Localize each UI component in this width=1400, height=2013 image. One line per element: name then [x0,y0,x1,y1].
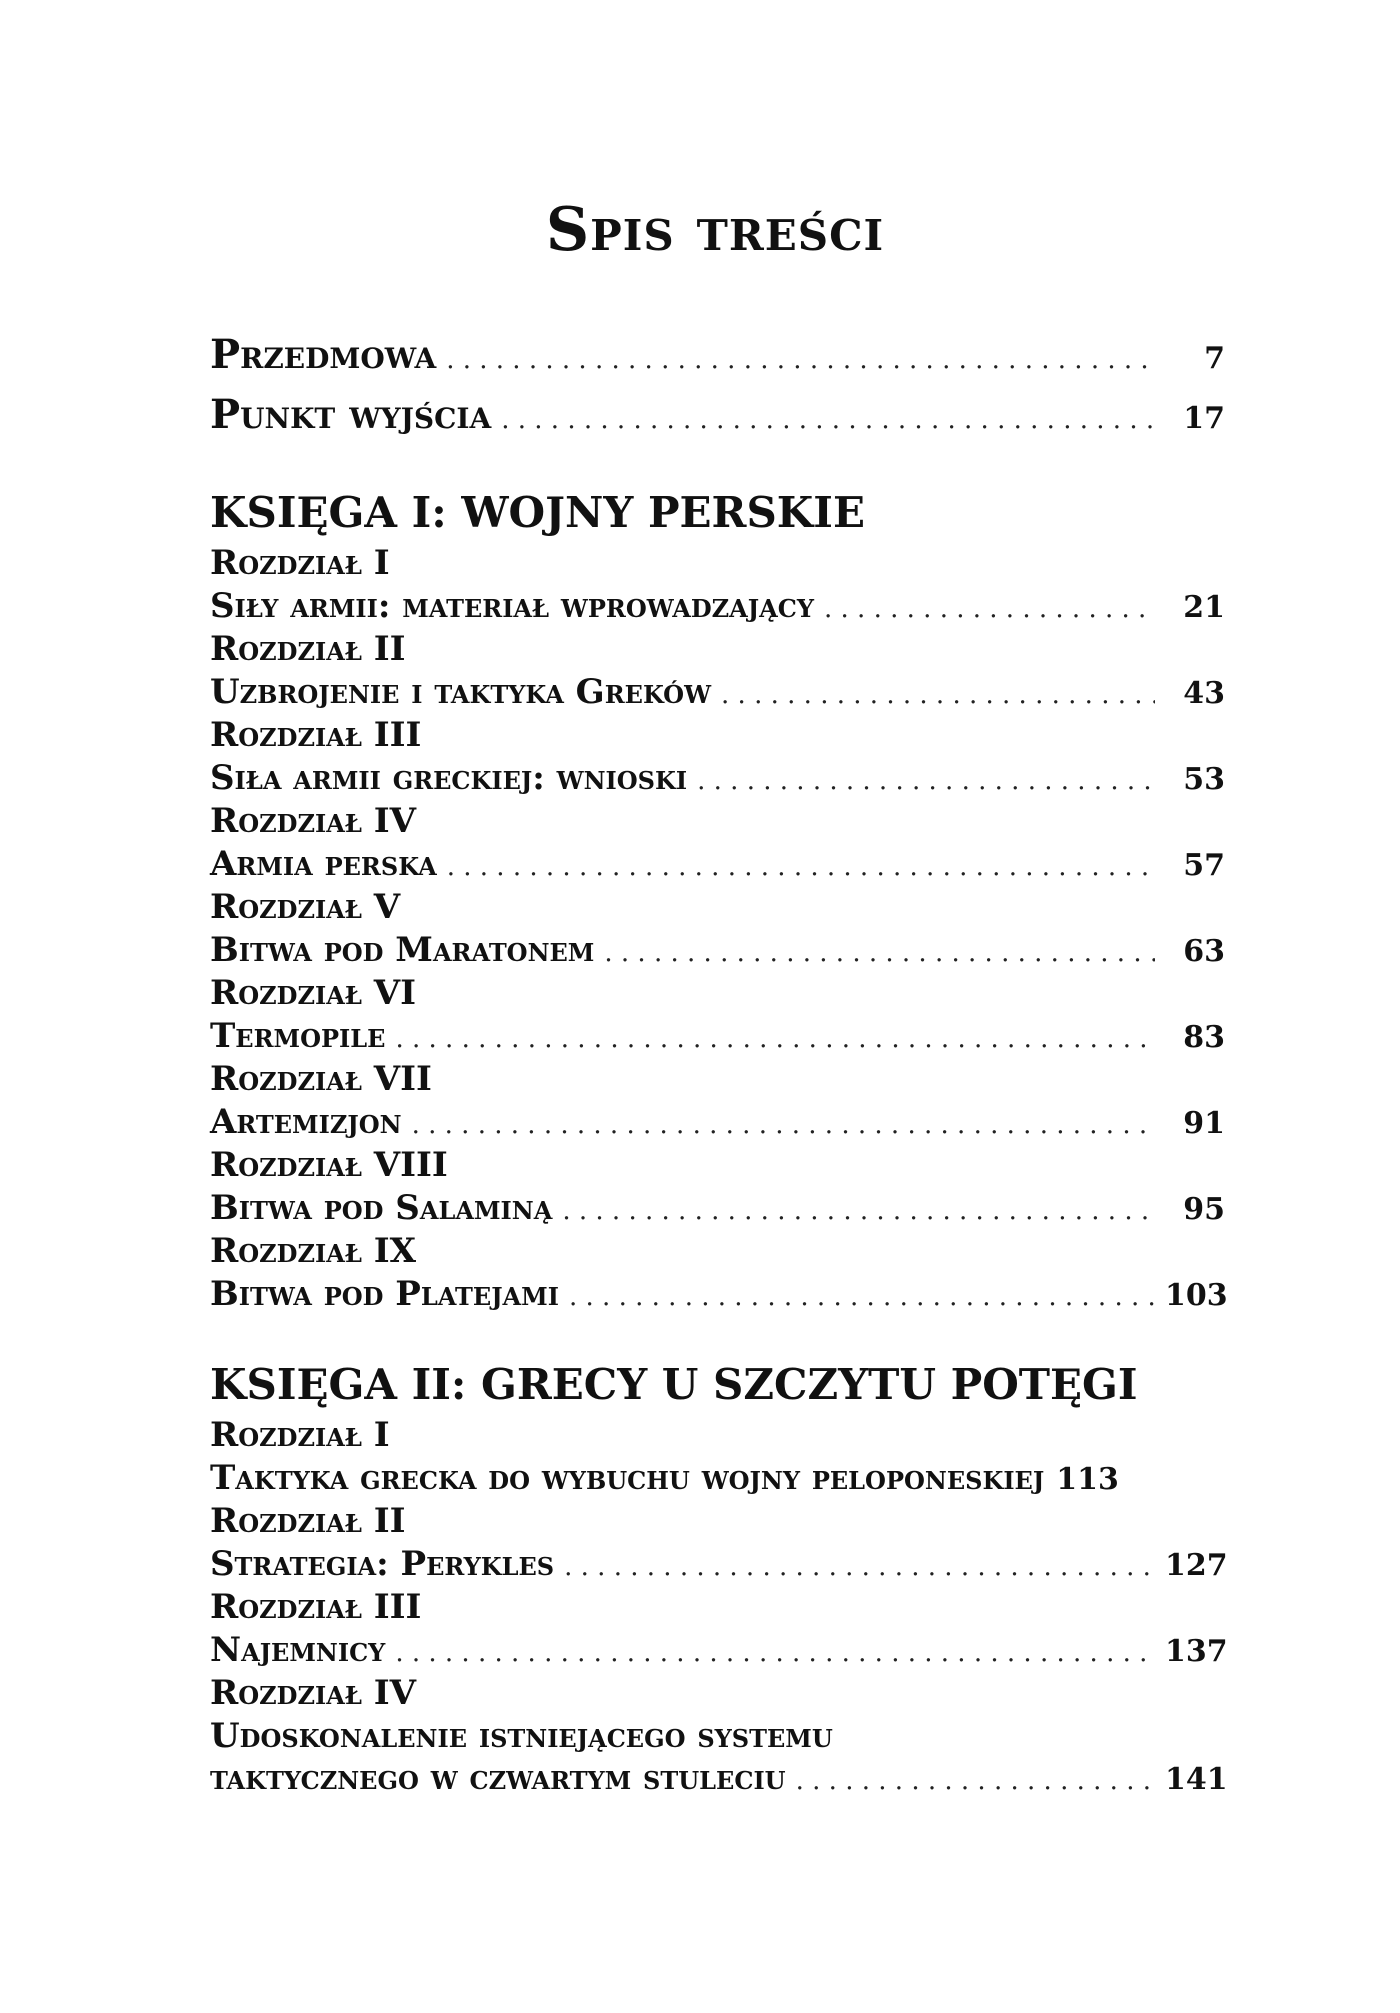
page-number: 95 [1183,1192,1225,1227]
toc-entry [210,1101,1225,1143]
dot-leader [447,846,1155,888]
toc-entry [210,1015,1225,1057]
book-heading-2: KSIĘGA II: GRECY U SZCZYTU POTĘGI [210,1360,1138,1409]
dot-leader [412,1104,1155,1146]
toc-entry [210,1543,1228,1585]
book-heading-1: KSIĘGA I: WOJNY PERSKIE [210,488,865,537]
page-number: 113 [1056,1462,1119,1497]
chapter-label: Rozdział VI [210,973,417,1013]
dot-leader [604,932,1155,974]
toc-entry [210,1187,1225,1229]
toc-entry [210,671,1225,713]
page-number: 43 [1183,676,1225,711]
chapter-label: Rozdział V [210,887,401,927]
chapter-label: Rozdział II [210,629,406,669]
entry-title: Przedmowa [210,331,437,378]
dot-leader [824,588,1155,630]
page-number: 91 [1183,1106,1225,1141]
entry-title: Bitwa pod Salaminą [210,1188,553,1228]
entry-title: Uzbrojenie i taktyka Greków [210,672,712,712]
page-number: 103 [1165,1278,1228,1313]
dot-leader [395,1632,1155,1674]
table-of-contents [210,325,1228,1799]
chapter-label: Rozdział III [210,1587,422,1627]
page-number: 127 [1165,1548,1228,1583]
chapter-label: Rozdział VIII [210,1145,448,1185]
dot-leader [569,1276,1155,1318]
toc-entry [210,843,1225,885]
page-title: Spis treści [545,195,885,265]
toc-entry-preface [210,325,1225,385]
entry-title: Siły armii: materiał wprowadzający [210,586,814,626]
dot-leader [564,1546,1155,1588]
dot-leader [796,1760,1155,1802]
chapter-label: Rozdział I [210,1415,390,1455]
entry-title: Taktyka grecka do wybuchu wojny peloponeskiej [210,1458,1045,1498]
chapter-label: Rozdział VII [210,1059,432,1099]
toc-entry [210,585,1225,627]
chapter-label: Rozdział III [210,715,422,755]
toc-entry [210,757,1225,799]
chapter-label: Rozdział II [210,1501,406,1541]
toc-entry [210,1629,1228,1671]
entry-title: Punkt wyjścia [210,391,492,438]
dot-leader [562,1190,1155,1232]
dot-leader [721,674,1155,716]
chapter-label: Rozdział IV [210,801,417,841]
toc-entry-starting-point [210,385,1225,445]
entry-title-line1: Udoskonalenie istniejącego systemu [210,1716,833,1756]
entry-title: Termopile [210,1016,386,1056]
toc-entry [210,1457,1225,1499]
toc-entry [210,1757,1228,1799]
entry-title: Strategia: Perykles [210,1544,555,1584]
chapter-label: Rozdział IX [210,1231,417,1271]
chapter-label: Rozdział IV [210,1673,417,1713]
entry-title: taktycznego w czwartym stuleciu [210,1758,786,1798]
page-number: 137 [1165,1634,1228,1669]
page-number: 57 [1183,848,1225,883]
dot-leader [501,390,1155,450]
page-number: 7 [1204,341,1225,376]
page-number: 63 [1183,934,1225,969]
toc-entry [210,1273,1228,1315]
entry-title: Bitwa pod Platejami [210,1274,559,1314]
entry-title: Najemnicy [210,1630,386,1670]
entry-title: Armia perska [210,844,437,884]
entry-title: Siła armii greckiej: wnioski [210,758,688,798]
page-number: 21 [1183,590,1225,625]
toc-entry [210,929,1225,971]
dot-leader [697,760,1155,802]
dot-leader [395,1018,1155,1060]
entry-title: Bitwa pod Maratonem [210,930,595,970]
dot-leader [446,330,1155,390]
page-number: 83 [1183,1020,1225,1055]
page-number: 17 [1183,401,1225,436]
page-number: 53 [1183,762,1225,797]
entry-title: Artemizjon [210,1102,402,1142]
chapter-label: Rozdział I [210,543,390,583]
page-number: 141 [1165,1762,1228,1797]
